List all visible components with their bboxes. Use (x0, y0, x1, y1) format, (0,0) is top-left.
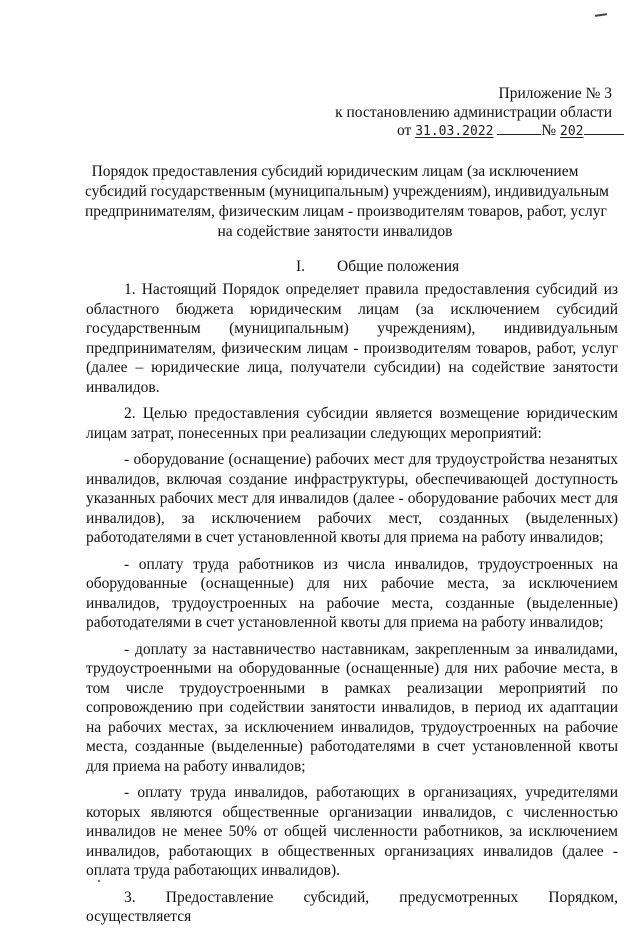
handwritten-mark (595, 13, 607, 17)
title-line: предпринимателям, физическим лицам - производителям товаров, работ, услуг (85, 203, 607, 220)
list-item: - оборудование (оснащение) рабочих мест для трудоустройства незанятых инвалидов, включая создание инфраструктуры, обеспечивающей доступность указанных рабочих мест для инвалидов (далее - оборудование рабочих мест для инвалидов), за исключением рабочих мест, созданных (выделенных) работодателями в счет установленной квоты для приема на работу инвалидов; (86, 451, 618, 546)
list-item: - оплату труда инвалидов, работающих в организациях, учредителями которых являются общественные организации инвалидов, с численностью инвалидов не менее 50% от общей численности работников, за исключением инвалидов, работающих в общественных организациях инвалидов (далее - оплата труда работающих инвалидов). (86, 784, 618, 879)
document-title (85, 162, 609, 242)
paragraph-3: 3. Предоставление субсидий, предусмотренных Порядком, осуществляется (86, 888, 618, 925)
section-heading (296, 257, 459, 277)
title-line: Порядок предоставления субсидий юридическим лицам (за исключением (91, 163, 579, 180)
paragraph-2: 2. Целью предоставления субсидии является возмещение юридическим лицам затрат, понесенных при реализации следующих мероприятий: (86, 405, 618, 442)
title-line: на содействие занятости инвалидов (217, 223, 453, 240)
underline-fill (497, 124, 541, 135)
resolution-date: 31.03.2022 (415, 124, 494, 139)
resolution-date-line (397, 121, 624, 141)
list-item: - доплату за наставничество наставникам, закрепленным за инвалидами, трудоустроенными на оборудованные (оснащенные) для них рабочие места, в том числе трудоустроенными в рамках реализации мероприятий по сопровождению при содействии занятости инвалидов, в период их адаптации на рабочих местах, за исключением инвалидов, трудоустроенных на рабочие места, созданные (выделенные) работодателями в счет установленной квоты для приема на работу инвалидов; (86, 640, 618, 775)
document-body (86, 280, 618, 934)
appendix-header (300, 84, 612, 122)
scan-speck (98, 880, 100, 882)
appendix-reference: к постановлению администрации области (335, 104, 612, 121)
section-title: Общие положения (337, 258, 460, 275)
list-item: - оплату труда работников из числа инвалидов, трудоустроенных на оборудованные (оснащенные) для них рабочие места, за исключением инвалидов, трудоустроенных на рабочие места, созданные (выделенные) работодателями в счет установленной квоты для приема на работу инвалидов; (86, 555, 618, 631)
title-line: субсидий государственным (муниципальным) учреждениям), индивидуальным (85, 183, 609, 200)
paragraph-1: 1. Настоящий Порядок определяет правила предоставления субсидий из областного бюджета юридическим лицам (за исключением субсидий государственным (муниципальным) учреждениям), индивидуальным предпринимателям, физическим лицам - производителям товаров, работ, услуг (далее – юридические лица, получатели субсидии) на содействие занятости инвалидов. (86, 281, 618, 396)
date-prefix: от (397, 122, 412, 139)
appendix-number: Приложение № 3 (498, 85, 612, 102)
underline-fill (584, 124, 624, 135)
section-number: I. (296, 258, 306, 275)
resolution-number: 202 (560, 124, 584, 139)
number-prefix: № (541, 122, 557, 139)
